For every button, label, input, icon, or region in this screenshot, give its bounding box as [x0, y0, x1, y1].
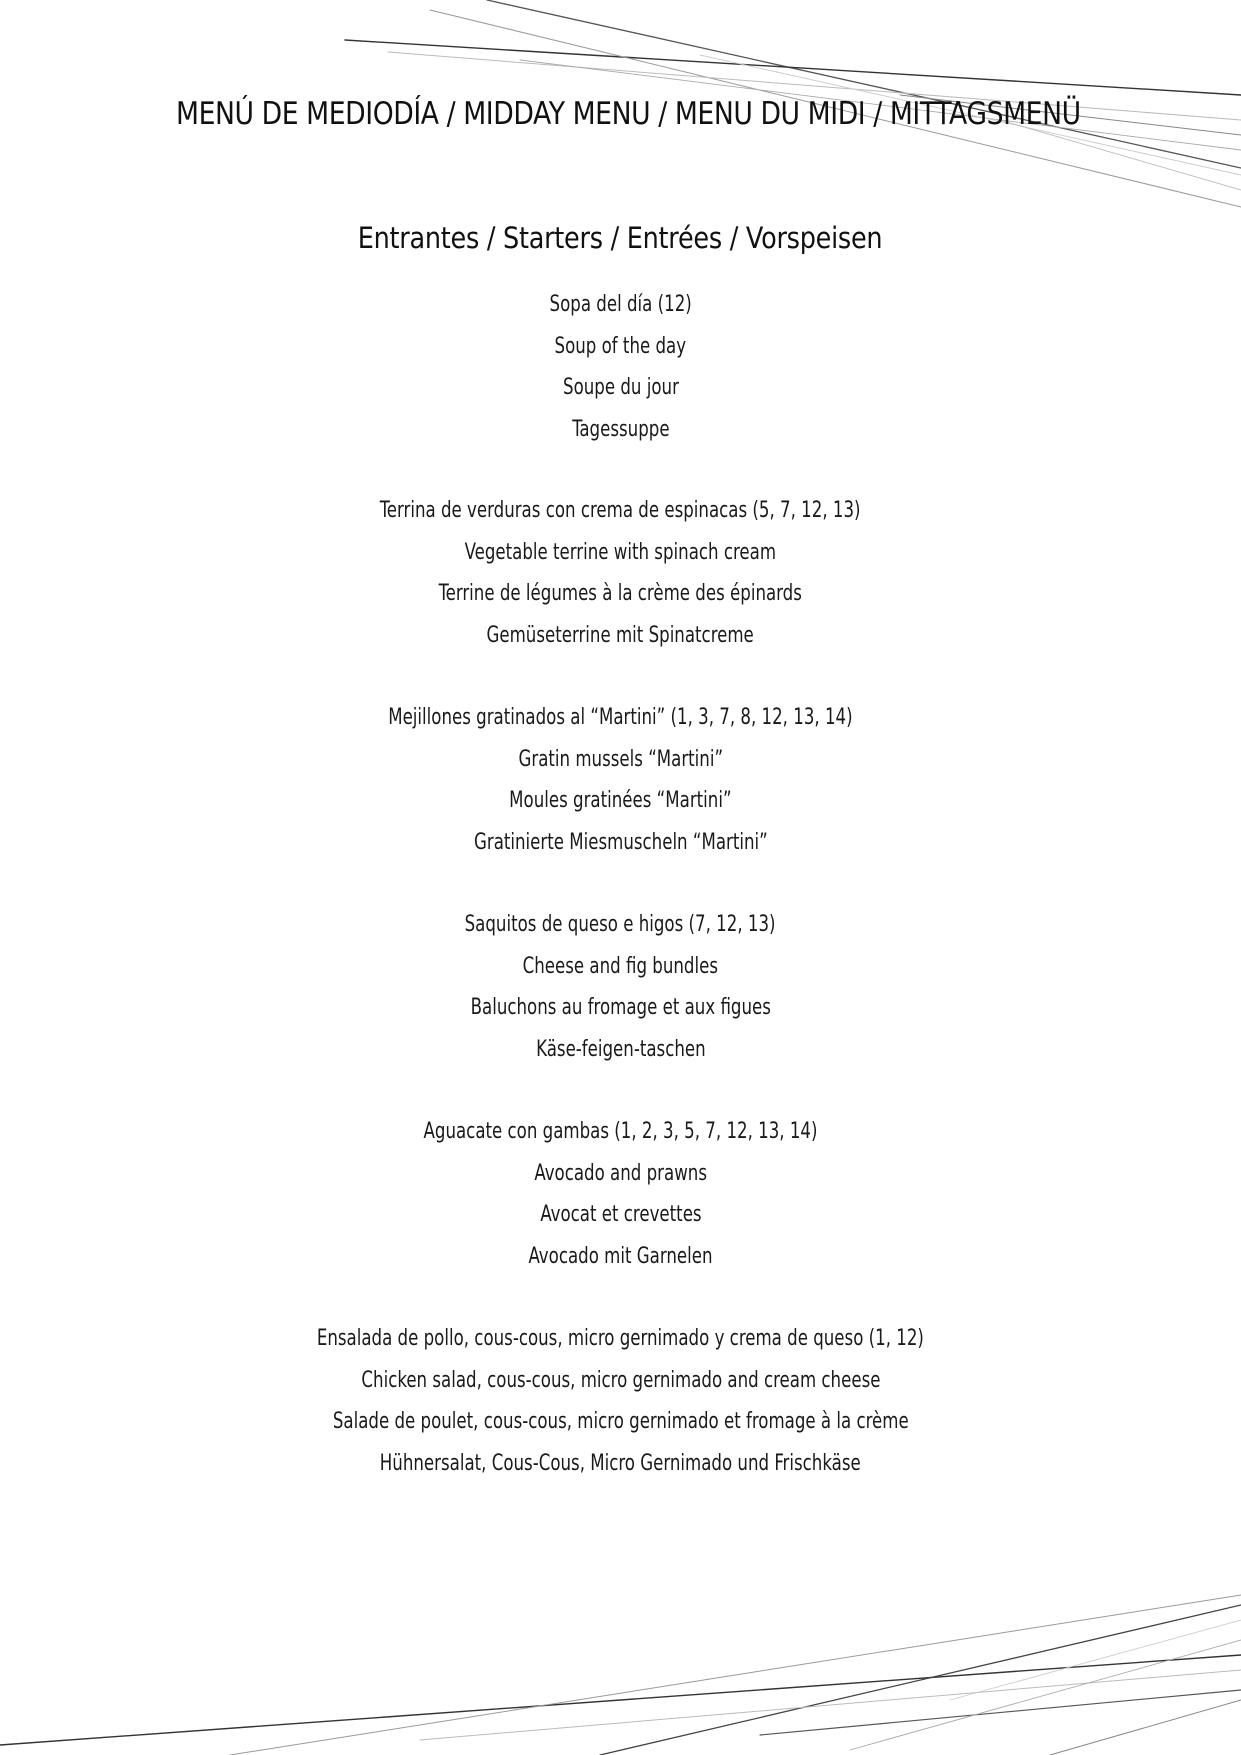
dish-name-es: Sopa del día (12) — [549, 292, 692, 317]
dish-name-de: Käse-feigen-taschen — [535, 1036, 706, 1062]
dish-name-en: Cheese and fig bundles — [522, 953, 719, 979]
dish-name-es: Saquitos de queso e higos (7, 12, 13) — [465, 912, 776, 937]
dish-name-fr: Moules gratinées “Martini” — [509, 788, 732, 813]
dish-soup — [0, 284, 1241, 450]
dish-name-es: Mejillones gratinados al “Martini” (1, 3, 7, 8, 12, 13, 14) — [388, 705, 853, 730]
dish-vegetable-terrine — [0, 490, 1241, 656]
dish-name-de: Tagessuppe — [571, 416, 670, 442]
dish-name-es: Ensalada de pollo, cous-cous, micro gernimado y crema de queso (1, 12) — [316, 1326, 925, 1351]
dish-name-es: Terrina de verduras con crema de espinacas (5, 7, 12, 13) — [380, 498, 861, 523]
dish-name-fr: Baluchons au fromage et aux figues — [470, 995, 771, 1020]
dish-name-fr: Salade de poulet, cous-cous, micro gernimado et fromage à la crème — [332, 1409, 909, 1434]
section-title: Entrantes / Starters / Entrées / Vorspeisen — [358, 221, 883, 255]
dish-avocado-prawns — [0, 1111, 1241, 1277]
dish-name-de: Hühnersalat, Cous-Cous, Micro Gernimado und Frischkäse — [380, 1450, 861, 1476]
dish-name-en: Vegetable terrine with spinach cream — [464, 539, 777, 565]
dish-chicken-salad — [0, 1318, 1241, 1484]
dish-cheese-fig-bundles — [0, 904, 1241, 1070]
dish-name-en: Chicken salad, cous-cous, micro gernimado and cream cheese — [360, 1367, 881, 1393]
dish-name-fr: Soupe du jour — [562, 375, 679, 400]
dish-name-fr: Avocat et crevettes — [539, 1202, 702, 1227]
dish-name-es: Aguacate con gambas (1, 2, 3, 5, 7, 12, 13, 14) — [423, 1119, 818, 1144]
dish-name-en: Avocado and prawns — [534, 1160, 707, 1186]
dish-mussels — [0, 697, 1241, 863]
dish-name-fr: Terrine de légumes à la crème des épinards — [438, 581, 803, 606]
dish-name-en: Soup of the day — [554, 333, 687, 359]
dish-name-de: Avocado mit Garnelen — [528, 1243, 713, 1269]
dish-name-en: Gratin mussels “Martini” — [518, 746, 723, 772]
menu-title: MENÚ DE MEDIODÍA / MIDDAY MENU / MENU DU MIDI / MITTAGSMENÜ — [176, 96, 1081, 132]
dish-name-de: Gemüseterrine mit Spinatcreme — [486, 622, 755, 648]
dish-name-de: Gratinierte Miesmuscheln “Martini” — [473, 829, 768, 855]
